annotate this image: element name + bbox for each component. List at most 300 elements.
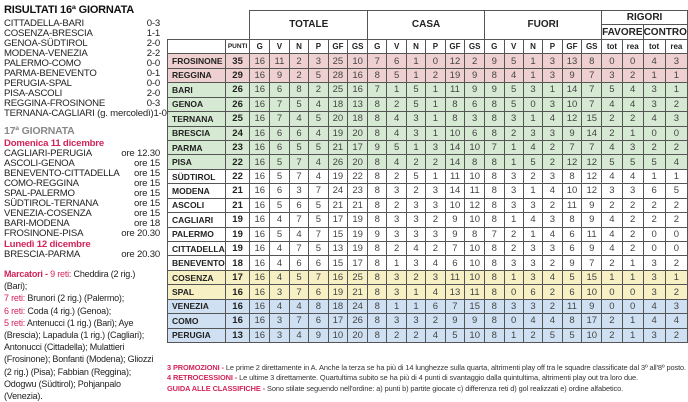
group-casa: CASA (368, 11, 485, 40)
stat-cell: 15 (328, 256, 348, 270)
stat-cell: 1 (426, 83, 445, 97)
next-round-title: 17ª GIORNATA (4, 125, 75, 137)
team-points: 19 (225, 242, 250, 256)
column-header-tot: tot (643, 39, 665, 53)
team-points: 26 (225, 83, 250, 97)
stat-cell: 11 (582, 227, 602, 241)
stat-cell: 8 (368, 242, 387, 256)
stat-cell: 13 (562, 54, 582, 68)
column-header-v: V (504, 39, 523, 53)
team-name: SPAL (168, 285, 226, 299)
stat-cell: 4 (387, 155, 406, 169)
team-name: BARI (168, 83, 226, 97)
stat-cell: 26 (328, 155, 348, 169)
stat-cell: 25 (328, 54, 348, 68)
stat-cell: 10 (445, 126, 465, 140)
note-label: 4 RETROCESSIONI - (167, 373, 240, 383)
stat-cell: 2 (523, 328, 542, 342)
stat-cell: 8 (368, 213, 387, 227)
team-name: CITTADELLA (168, 242, 226, 256)
fixture-time: ore 15 (133, 208, 160, 219)
stat-cell: 14 (562, 83, 582, 97)
stat-cell: 3 (406, 126, 425, 140)
stat-cell: 0 (643, 242, 665, 256)
stat-cell: 8 (485, 256, 504, 270)
table-row (168, 314, 688, 328)
stat-cell: 17 (328, 213, 348, 227)
stat-cell: 3 (387, 314, 406, 328)
fixture-row (4, 229, 160, 239)
team-points: 21 (225, 198, 250, 212)
stat-cell: 16 (250, 140, 270, 154)
scorer-names: Antenucci (1 rig.) (Bari); Aye (Brescia); Lapadula (1 rig.) (Cagliari); Antonucci (Cittadella); Mulattieri (Frosinone); Bonfanti (Modena); Gliozzi (2 rig.) (Pisa); Fabbian (Reggina); Odogwu (Südtirol); Pohjanpalo (Venezia). (4, 317, 154, 402)
stat-cell: 4 (426, 285, 445, 299)
stat-cell: 8 (485, 213, 504, 227)
stat-cell: 5 (289, 97, 308, 111)
stat-cell: 2 (602, 198, 623, 212)
stat-cell: 5 (562, 328, 582, 342)
stat-cell: 13 (348, 97, 368, 111)
stat-cell: 28 (328, 68, 348, 82)
stat-cell: 7 (270, 97, 290, 111)
stat-cell: 2 (426, 314, 445, 328)
stat-cell: 2 (622, 213, 643, 227)
fixture-time: ore 18 (133, 218, 160, 229)
stat-cell: 4 (523, 140, 542, 154)
stat-cell: 16 (250, 155, 270, 169)
stat-cell: 4 (602, 213, 623, 227)
stat-cell: 5 (504, 54, 523, 68)
stat-cell: 4 (309, 97, 328, 111)
fixture-time: ore 15 (133, 158, 160, 169)
stat-cell: 7 (289, 213, 308, 227)
result-score: 1-1 (146, 28, 160, 39)
stat-cell: 3 (643, 328, 665, 342)
stat-cell: 9 (562, 256, 582, 270)
stat-cell: 5 (309, 242, 328, 256)
result-match: PARMA-BENEVENTO (4, 68, 97, 79)
stat-cell: 1 (622, 126, 643, 140)
stat-cell: 9 (368, 227, 387, 241)
result-score: 0-0 (146, 58, 160, 69)
stat-cell: 10 (562, 184, 582, 198)
stat-cell: 14 (445, 140, 465, 154)
stat-cell: 13 (445, 285, 465, 299)
stat-cell: 8 (368, 68, 387, 82)
table-row (168, 242, 688, 256)
team-points: 35 (225, 54, 250, 68)
stat-cell: 8 (562, 314, 582, 328)
stat-cell: 9 (270, 68, 290, 82)
stat-cell: 4 (270, 256, 290, 270)
stat-cell: 4 (665, 155, 687, 169)
team-name: BENEVENTO (168, 256, 226, 270)
stat-cell: 16 (250, 126, 270, 140)
points-header: PUNTI (225, 39, 250, 53)
stat-cell: 0 (602, 299, 623, 313)
stat-cell: 2 (387, 169, 406, 183)
stat-cell: 7 (582, 83, 602, 97)
stat-cell: 5 (270, 155, 290, 169)
team-points: 13 (225, 328, 250, 342)
stat-cell: 1 (665, 68, 687, 82)
stat-cell: 3 (387, 285, 406, 299)
stat-cell: 8 (368, 198, 387, 212)
stat-cell: 8 (368, 299, 387, 313)
stat-cell: 8 (368, 112, 387, 126)
stat-cell: 4 (289, 328, 308, 342)
stat-cell: 3 (504, 184, 523, 198)
team-points: 16 (225, 299, 250, 313)
stat-cell: 7 (270, 112, 290, 126)
fixture-match: VENEZIA-COSENZA (4, 208, 92, 219)
stat-cell: 14 (445, 184, 465, 198)
stat-cell: 7 (445, 299, 465, 313)
stat-cell: 4 (622, 83, 643, 97)
team-points: 19 (225, 227, 250, 241)
stat-cell: 0 (504, 285, 523, 299)
stat-cell: 19 (348, 242, 368, 256)
fixture-time: ore 20.30 (121, 249, 160, 260)
stat-cell: 4 (270, 213, 290, 227)
stat-cell: 1 (504, 155, 523, 169)
stat-cell: 0 (622, 285, 643, 299)
stat-cell: 5 (523, 155, 542, 169)
stat-cell: 16 (348, 83, 368, 97)
stat-cell: 8 (582, 54, 602, 68)
table-row (168, 256, 688, 270)
stat-cell: 13 (328, 242, 348, 256)
stat-cell: 3 (504, 256, 523, 270)
stat-cell: 21 (348, 285, 368, 299)
stat-cell: 8 (485, 270, 504, 284)
stat-cell: 19 (328, 285, 348, 299)
stat-cell: 2 (643, 198, 665, 212)
stat-cell: 3 (426, 227, 445, 241)
note-line (167, 363, 686, 373)
result-score: 0-1 (146, 68, 160, 79)
team-name: COMO (168, 314, 226, 328)
column-header-gf: GF (328, 39, 348, 53)
stat-cell: 3 (523, 198, 542, 212)
stat-cell: 2 (387, 242, 406, 256)
stat-cell: 0 (643, 126, 665, 140)
column-header-p: P (309, 39, 328, 53)
stat-cell: 3 (543, 68, 562, 82)
fixtures-list (4, 138, 160, 260)
stat-cell: 8 (465, 155, 485, 169)
result-match: PISA-ASCOLI (4, 88, 63, 99)
stat-cell: 4 (387, 126, 406, 140)
stat-cell: 5 (643, 155, 665, 169)
stat-cell: 10 (465, 256, 485, 270)
fixture-row (4, 250, 160, 260)
fixture-time: ore 15 (133, 168, 160, 179)
stat-cell: 4 (602, 227, 623, 241)
stat-cell: 16 (250, 112, 270, 126)
stat-cell: 3 (543, 126, 562, 140)
stat-cell: 1 (602, 270, 623, 284)
group-fuori: FUORI (485, 11, 602, 40)
note-label: 3 PROMOZIONI - (167, 363, 226, 372)
stat-cell: 23 (348, 184, 368, 198)
stat-cell: 9 (445, 213, 465, 227)
team-points: 29 (225, 68, 250, 82)
table-row (168, 213, 688, 227)
stat-cell: 6 (445, 256, 465, 270)
stat-cell: 16 (328, 270, 348, 284)
stat-cell: 2 (504, 242, 523, 256)
stat-cell: 4 (289, 227, 308, 241)
stat-cell: 16 (250, 227, 270, 241)
stat-cell: 7 (368, 83, 387, 97)
table-row (168, 126, 688, 140)
stat-cell: 4 (406, 242, 425, 256)
stat-cell: 6 (289, 126, 308, 140)
stat-cell: 5 (406, 97, 425, 111)
stat-cell: 3 (504, 169, 523, 183)
results-list (4, 18, 167, 119)
stat-cell: 3 (643, 97, 665, 111)
team-name: MODENA (168, 184, 226, 198)
stat-cell: 8 (485, 68, 504, 82)
stat-cell: 8 (485, 97, 504, 111)
stat-cell: 12 (582, 184, 602, 198)
stat-cell: 5 (270, 169, 290, 183)
stat-cell: 5 (289, 140, 308, 154)
fixture-time: ore 12.30 (121, 148, 160, 159)
stat-cell: 2 (602, 126, 623, 140)
team-points: 16 (225, 285, 250, 299)
stat-cell: 4 (426, 256, 445, 270)
stat-cell: 9 (562, 126, 582, 140)
stat-cell: 1 (406, 299, 425, 313)
stat-cell: 2 (622, 242, 643, 256)
scorer-goals: 5 reti: (4, 317, 26, 328)
stat-cell: 3 (465, 112, 485, 126)
stat-cell: 6 (643, 184, 665, 198)
stat-cell: 9 (485, 83, 504, 97)
stat-cell: 2 (426, 213, 445, 227)
result-match: GENOA-SÜDTIROL (4, 38, 88, 49)
stat-cell: 0 (665, 227, 687, 241)
stat-cell: 20 (348, 328, 368, 342)
stat-cell: 1 (523, 68, 542, 82)
stat-cell: 2 (622, 68, 643, 82)
stat-cell: 8 (309, 299, 328, 313)
stat-cell: 26 (348, 314, 368, 328)
stat-cell: 8 (485, 184, 504, 198)
stat-cell: 3 (426, 184, 445, 198)
stat-cell: 19 (328, 126, 348, 140)
stat-cell: 6 (465, 126, 485, 140)
stat-cell: 4 (602, 97, 623, 111)
stat-cell: 7 (289, 169, 308, 183)
stat-cell: 7 (582, 140, 602, 154)
stat-cell: 10 (445, 198, 465, 212)
stat-cell: 20 (348, 155, 368, 169)
results-title: RISULTATI 16ª GIORNATA (4, 4, 135, 16)
fixture-time: ore 15 (133, 178, 160, 189)
stat-cell: 16 (250, 83, 270, 97)
team-name: GENOA (168, 97, 226, 111)
stat-cell: 4 (643, 299, 665, 313)
stat-cell: 4 (270, 299, 290, 313)
stat-cell: 6 (270, 126, 290, 140)
stat-cell: 3 (523, 83, 542, 97)
stat-cell: 16 (250, 97, 270, 111)
stat-cell: 5 (602, 155, 623, 169)
stat-cell: 7 (368, 54, 387, 68)
column-header-gs: GS (465, 39, 485, 53)
stat-cell: 7 (309, 270, 328, 284)
stat-cell: 6 (309, 256, 328, 270)
stat-cell: 2 (665, 213, 687, 227)
result-score: 0-0 (146, 78, 160, 89)
stat-cell: 21 (348, 198, 368, 212)
stat-cell: 4 (602, 140, 623, 154)
note-text: Sono stilate seguendo nell'ordine: a) punti b) partite giocate c) differenza reti d) gol realizzati e) ordine alfabetico. (267, 383, 624, 393)
stat-cell: 8 (368, 328, 387, 342)
result-score: 2-0 (146, 88, 160, 99)
stat-cell: 2 (387, 97, 406, 111)
stat-cell: 6 (309, 285, 328, 299)
stat-cell: 7 (582, 68, 602, 82)
stat-cell: 7 (485, 227, 504, 241)
stat-cell: 16 (250, 256, 270, 270)
stat-cell: 1 (387, 83, 406, 97)
scorer-names: Brunori (2 rig.) (Palermo); (25, 293, 125, 304)
stat-cell: 10 (562, 97, 582, 111)
stat-cell: 0 (665, 242, 687, 256)
stat-cell: 7 (309, 227, 328, 241)
stat-cell: 16 (250, 54, 270, 68)
table-row (168, 155, 688, 169)
stat-cell: 5 (387, 140, 406, 154)
team-name: BRESCIA (168, 126, 226, 140)
team-name: PARMA (168, 140, 226, 154)
result-score: 1-0 (153, 108, 167, 119)
stat-cell: 3 (523, 242, 542, 256)
table-row (168, 227, 688, 241)
stat-cell: 10 (465, 328, 485, 342)
stat-cell: 16 (250, 285, 270, 299)
stat-cell: 10 (465, 140, 485, 154)
stat-cell: 9 (309, 328, 328, 342)
stat-cell: 2 (643, 213, 665, 227)
table-row (168, 299, 688, 313)
column-header-g: G (368, 39, 387, 53)
stat-cell: 3 (387, 213, 406, 227)
stat-cell: 11 (465, 285, 485, 299)
stat-cell: 17 (328, 314, 348, 328)
stat-cell: 7 (289, 285, 308, 299)
stat-cell: 4 (602, 242, 623, 256)
stat-cell: 7 (582, 97, 602, 111)
stat-cell: 1 (504, 140, 523, 154)
stat-cell: 6 (289, 256, 308, 270)
team-points: 19 (225, 213, 250, 227)
stat-cell: 8 (485, 126, 504, 140)
stat-cell: 10 (465, 270, 485, 284)
stat-cell: 2 (643, 140, 665, 154)
scorer-goals: 9 reti: (50, 269, 72, 279)
stat-cell: 5 (504, 83, 523, 97)
column-header-n: N (406, 39, 425, 53)
stat-cell: 5 (562, 270, 582, 284)
stat-cell: 14 (582, 126, 602, 140)
table-row (168, 140, 688, 154)
stat-cell: 15 (582, 112, 602, 126)
stat-cell: 3 (504, 198, 523, 212)
team-name: PALERMO (168, 227, 226, 241)
stat-cell: 8 (465, 227, 485, 241)
stat-cell: 4 (387, 112, 406, 126)
team-points: 22 (225, 169, 250, 183)
table-row (168, 270, 688, 284)
stat-cell: 10 (582, 328, 602, 342)
stat-cell: 8 (368, 169, 387, 183)
fixture-match: BENEVENTO-CITTADELLA (4, 168, 120, 179)
stat-cell: 1 (387, 299, 406, 313)
stat-cell: 8 (562, 169, 582, 183)
stat-cell: 16 (250, 184, 270, 198)
column-header-tot: tot (602, 39, 623, 53)
stat-cell: 11 (270, 54, 290, 68)
stat-cell: 11 (445, 83, 465, 97)
stat-cell: 3 (406, 314, 425, 328)
team-name: FROSINONE (168, 54, 226, 68)
team-name: VENEZIA (168, 299, 226, 313)
stat-cell: 0 (504, 314, 523, 328)
stat-cell: 1 (406, 54, 425, 68)
team-points: 26 (225, 97, 250, 111)
result-match: COSENZA-BRESCIA (4, 28, 93, 39)
result-match: PERUGIA-SPAL (4, 78, 72, 89)
stat-cell: 16 (250, 213, 270, 227)
stat-cell: 3 (406, 213, 425, 227)
stat-cell: 9 (465, 314, 485, 328)
column-header-v: V (387, 39, 406, 53)
stat-cell: 15 (328, 227, 348, 241)
stat-cell: 0 (602, 285, 623, 299)
stat-cell: 4 (543, 227, 562, 241)
stat-cell: 16 (250, 169, 270, 183)
group-totale: TOTALE (250, 11, 368, 40)
stat-cell: 5 (309, 112, 328, 126)
stat-cell: 2 (665, 256, 687, 270)
column-header-g: G (250, 39, 270, 53)
stat-cell: 3 (543, 97, 562, 111)
stat-cell: 5 (309, 68, 328, 82)
stat-cell: 9 (465, 83, 485, 97)
team-points: 24 (225, 126, 250, 140)
stat-cell: 8 (368, 97, 387, 111)
stat-cell: 3 (387, 270, 406, 284)
stat-cell: 3 (406, 198, 425, 212)
stat-cell: 16 (250, 299, 270, 313)
stat-cell: 5 (622, 155, 643, 169)
team-points: 23 (225, 140, 250, 154)
stat-cell: 19 (445, 68, 465, 82)
stat-cell: 3 (426, 270, 445, 284)
stat-cell: 14 (445, 155, 465, 169)
stat-cell: 8 (368, 256, 387, 270)
result-match: TERNANA-CAGLIARI (g. mercoledì) (4, 108, 154, 119)
stat-cell: 4 (289, 299, 308, 313)
result-match: REGGINA-FROSINONE (4, 98, 106, 109)
stat-cell: 2 (406, 328, 425, 342)
